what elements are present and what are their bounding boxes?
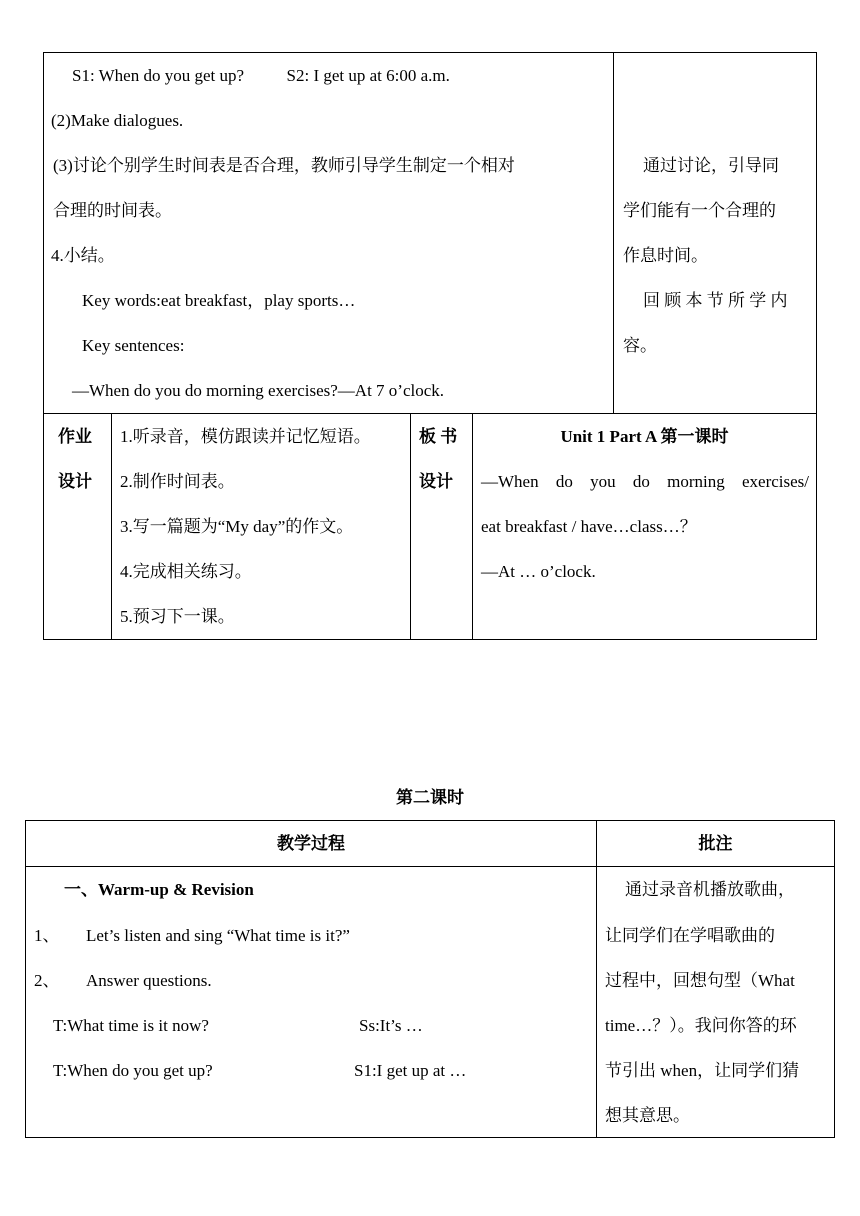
notes2-line-5: 节引出 when，让同学们猜: [605, 1061, 800, 1080]
board-line-2: eat breakfast / have…class…？: [481, 517, 697, 536]
process-line-5: 4.小结。: [51, 246, 115, 265]
notes2-line-2: 让同学们在学唱歌曲的: [605, 926, 775, 945]
homework-label-1: 作业: [58, 427, 92, 446]
item1-text: Let’s listen and sing “What time is it?”: [86, 926, 350, 945]
notes-line-4: 回 顾 本 节 所 学 内: [643, 291, 788, 310]
notes2-line-4: time…？）。我问你答的环: [605, 1016, 797, 1035]
board-line-1: —When do you do morning exercises/: [481, 472, 809, 491]
process-line-3: (3)讨论个别学生时间表是否合理，教师引导学生制定一个相对: [53, 156, 515, 175]
notes-line-5: 容。: [623, 336, 657, 355]
process-line-7: Key sentences:: [82, 336, 185, 355]
item2-text: Answer questions.: [86, 971, 212, 990]
homework-item-5: 5.预习下一课。: [120, 607, 235, 626]
notes2-line-1: 通过录音机播放歌曲，: [625, 880, 795, 899]
question2-student: S1:I get up at …: [354, 1061, 467, 1080]
process-line-6: Key words:eat breakfast，play sports…: [82, 291, 356, 310]
homework-label-2: 设计: [58, 472, 92, 491]
process-line-1: S1: When do you get up? S2: I get up at 6:00 a.m.: [72, 66, 450, 85]
item1-number: 1、: [34, 926, 60, 945]
homework-item-1: 1.听录音，模仿跟读并记忆短语。: [120, 427, 371, 446]
section-title: 第二课时: [396, 788, 464, 807]
board-label-2: 设计: [419, 472, 453, 491]
header-notes: 批注: [698, 834, 733, 853]
process-line-4: 合理的时间表。: [53, 201, 172, 220]
notes-line-2: 学们能有一个合理的: [623, 201, 776, 220]
homework-item-3: 3.写一篇题为“My day”的作文。: [120, 517, 354, 536]
process-line-8: —When do you do morning exercises?—At 7 o’clock.: [72, 381, 445, 400]
item2-number: 2、: [34, 971, 60, 990]
board-label-1: 板 书: [419, 427, 458, 446]
warmup-title: 一、Warm-up & Revision: [64, 880, 254, 899]
homework-item-4: 4.完成相关练习。: [120, 562, 252, 581]
question2-teacher: T:When do you get up?: [53, 1061, 213, 1080]
homework-item-2: 2.制作时间表。: [120, 472, 235, 491]
board-line-3: —At … o’clock.: [481, 562, 596, 581]
question1-students: Ss:It’s …: [359, 1016, 423, 1035]
process-line-2: (2)Make dialogues.: [51, 111, 184, 130]
notes-line-3: 作息时间。: [623, 246, 708, 265]
notes-line-1: 通过讨论，引导同: [643, 156, 779, 175]
notes2-line-3: 过程中，回想句型（What: [605, 971, 795, 990]
notes2-line-6: 想其意思。: [605, 1106, 690, 1125]
question1-teacher: T:What time is it now?: [53, 1016, 209, 1035]
header-process: 教学过程: [277, 834, 345, 853]
board-title: Unit 1 Part A 第一课时: [560, 427, 729, 446]
